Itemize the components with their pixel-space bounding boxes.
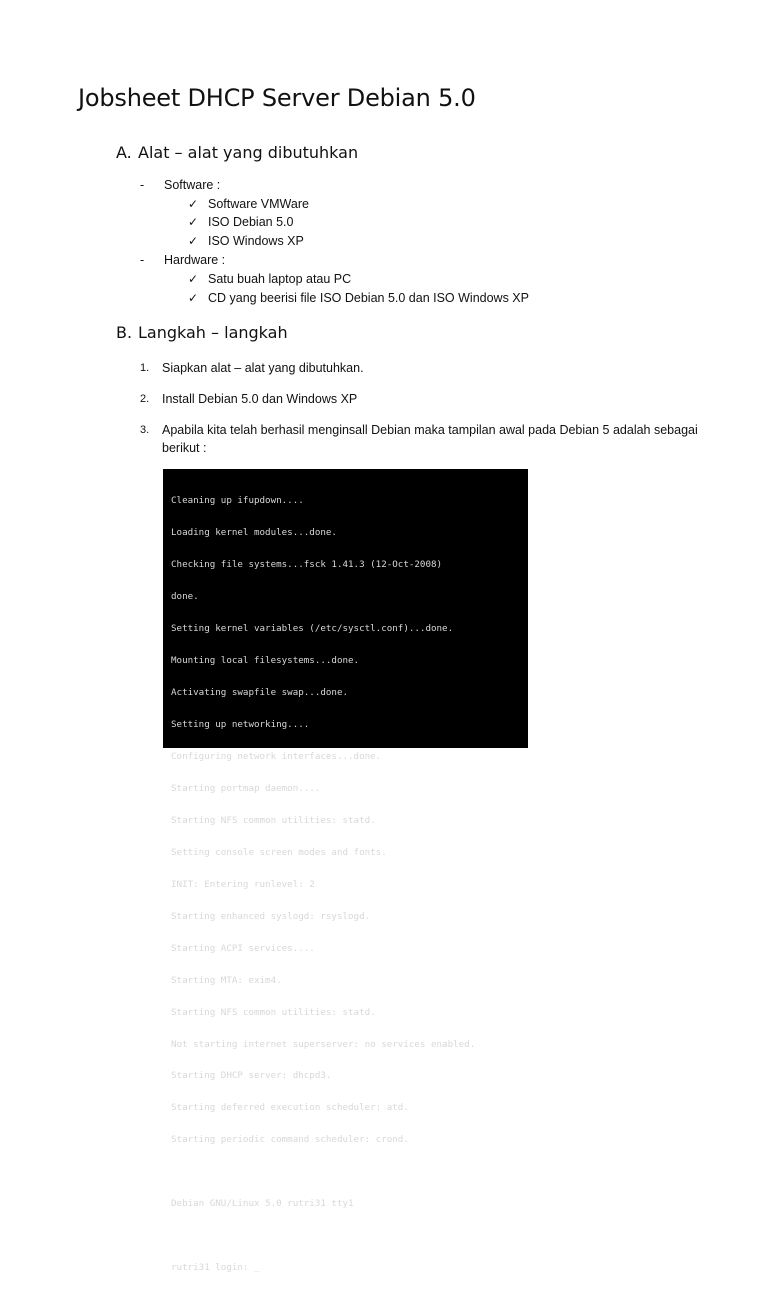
terminal-line: INIT: Entering runlevel: 2 [171,878,315,890]
terminal-line: Checking file systems...fsck 1.41.3 (12-Oct-2008) [171,559,443,571]
terminal-line: Mounting local filesystems...done. [171,655,360,667]
step-number: 2. [140,393,150,405]
list-item: ✓ Software VMWare [188,197,309,211]
terminal-line: Starting portmap daemon.... [171,782,321,794]
step-item [140,421,700,457]
section-a-letter: A. [116,143,132,162]
terminal-line: Cleaning up ifupdown.... [171,495,304,507]
terminal-banner: Debian GNU/Linux 5.0 rutri31 tty1 [171,1198,354,1210]
hardware-group-label: - Hardware : [140,253,226,267]
page-title: Jobsheet DHCP Server Debian 5.0 [78,84,476,112]
section-b-title: Langkah – langkah [138,323,288,342]
checkmark-icon: ✓ [188,215,199,229]
step-text: Apabila kita telah berhasil menginsall Debian maka tampilan awal pada Debian 5 adalah sebagai berikut : [162,423,698,455]
list-item: ✓ Satu buah laptop atau PC [188,272,352,286]
step-number: 3. [140,424,150,436]
step-item [140,390,700,408]
step-text: Install Debian 5.0 dan Windows XP [162,392,358,406]
terminal-line: done. [171,591,199,603]
terminal-line: Starting MTA: exim4. [171,974,282,986]
checkmark-icon: ✓ [188,272,199,286]
checkmark-icon: ✓ [188,291,199,305]
terminal-line: Starting enhanced syslogd: rsyslogd. [171,910,371,922]
terminal-line: Starting deferred execution scheduler: atd. [171,1102,409,1114]
list-item: ✓ ISO Debian 5.0 [188,215,294,229]
terminal-line: Configuring network interfaces...done. [171,750,382,762]
section-a-title: Alat – alat yang dibutuhkan [138,143,359,162]
section-a-heading [116,143,358,162]
section-b-letter: B. [116,323,133,342]
terminal-blank-line [171,1167,520,1178]
terminal-blank-line [171,1231,520,1242]
terminal-line: Starting periodic command scheduler: crond. [171,1134,409,1146]
dash-bullet: - [140,253,145,267]
section-b-heading [116,323,288,342]
terminal-line: Starting NFS common utilities: statd. [171,814,376,826]
terminal-line: Setting console screen modes and fonts. [171,846,387,858]
terminal-line: Setting kernel variables (/etc/sysctl.conf)...done. [171,623,454,635]
list-item: ✓ CD yang beerisi file ISO Debian 5.0 dan ISO Windows XP [188,291,529,305]
terminal-line: Starting NFS common utilities: statd. [171,1006,376,1018]
terminal-login-prompt: rutri31 login: _ [171,1262,260,1274]
terminal-line: Setting up networking.... [171,718,310,730]
terminal-line: Activating swapfile swap...done. [171,687,349,699]
dash-bullet: - [140,178,145,192]
step-text: Siapkan alat – alat yang dibutuhkan. [162,361,364,375]
terminal-line: Starting DHCP server: dhcpd3. [171,1070,332,1082]
step-item [140,359,700,377]
checkmark-icon: ✓ [188,197,199,211]
terminal-line: Not starting internet superserver: no services enabled. [171,1038,476,1050]
terminal-line: Starting ACPI services.... [171,942,315,954]
checkmark-icon: ✓ [188,234,199,248]
step-number: 1. [140,362,150,374]
list-item: ✓ ISO Windows XP [188,234,304,248]
terminal-screenshot [163,469,528,1274]
terminal-line: Loading kernel modules...done. [171,527,337,539]
software-group-label: - Software : [140,178,221,192]
